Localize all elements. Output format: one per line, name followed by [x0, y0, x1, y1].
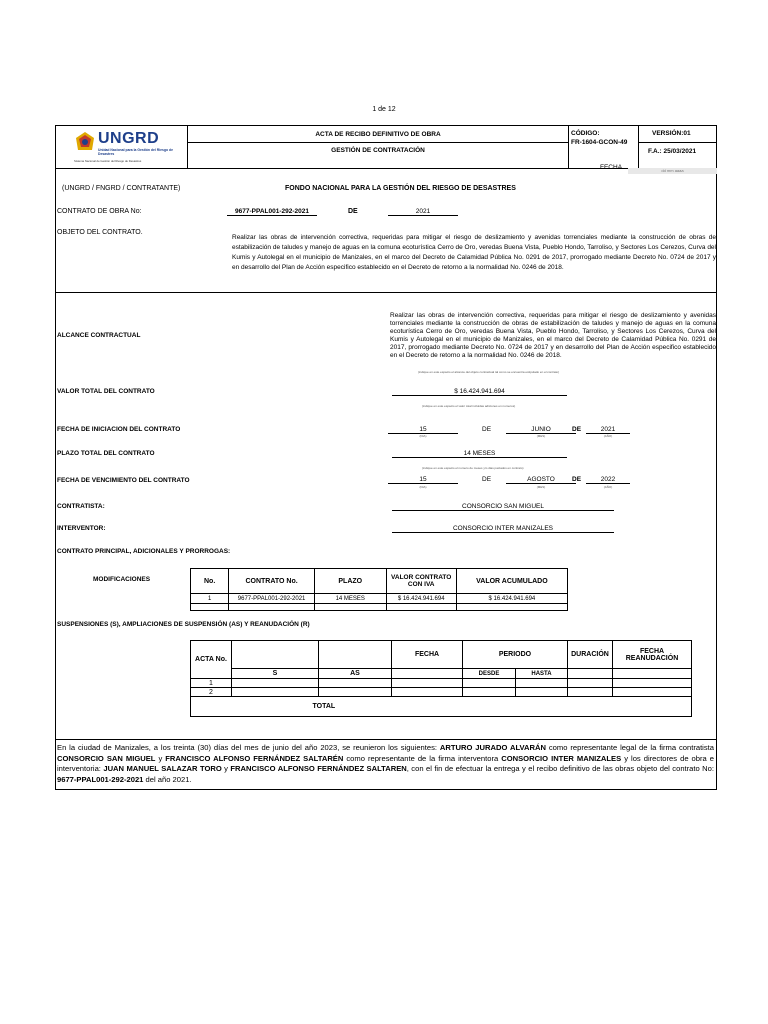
vencimiento-month: AGOSTO — [506, 476, 576, 484]
version: VERSIÓN:01 — [652, 130, 691, 137]
cell-valor: $ 16.424.941.694 — [386, 594, 456, 604]
alcance-label: ALCANCE CONTRACTUAL — [57, 332, 141, 339]
fecha-label: FECHA — [600, 164, 623, 171]
col-no: No. — [191, 569, 229, 594]
col-periodo: PERIODO — [463, 641, 568, 669]
logo-footer: Sistema Nacional de Gestión del Riesgo de Desastres — [74, 159, 142, 163]
table-cell — [386, 604, 456, 611]
alcance-text: Realizar las obras de intervención correctiva, requeridas para mitigar el riesgo de deslizamiento y avenidas torrenciales mediante la construcción de obras de estabilización de taludes y manejo de aguas en la comuna ecoturística Cerro de Oro, veredas Buena Vista, Pueblo Hondo, Tarroliso, y Sectores Los Cerezos, Curva del Kumis y Autolegal en el municipio de Manizales, en el marco del Decreto de Calamidad Pública No. 0291 de 2017, prorrogado mediante Decreto No. 0724 de 2017 y en desarrollo del Plan de Acción especifico establecido en el Decreto de retorno a la normalidad No. 0246 de 2018. — [390, 312, 716, 359]
principal-label: CONTRATO PRINCIPAL, ADICIONALES Y PRORROGAS: — [57, 548, 231, 555]
table-row — [191, 594, 568, 604]
interventor-label: INTERVENTOR: — [57, 525, 106, 532]
inicio-day: 15 — [388, 426, 458, 434]
table-cell — [463, 688, 516, 697]
contratista-label: CONTRATISTA: — [57, 503, 105, 510]
modificaciones-table — [190, 568, 568, 611]
total-label: TOTAL — [312, 703, 336, 710]
ungrd-emblem-icon — [74, 130, 96, 154]
table-cell — [392, 688, 463, 697]
closing-part-bold: JUAN MANUEL SALAZAR TORO — [103, 764, 222, 773]
table-cell — [392, 669, 463, 679]
contract-de: DE — [348, 208, 358, 215]
code-value: FR-1604-GCON-49 — [571, 139, 628, 146]
table-cell — [568, 669, 613, 679]
cell-contrato: 9677-PPAL001-292-2021 — [229, 594, 315, 604]
inicio-day-hint: (DIA) — [419, 434, 427, 438]
cell-acumulado: $ 16.424.941.694 — [456, 594, 567, 604]
section-separator — [55, 292, 717, 293]
col-acta: ACTA No. — [191, 641, 232, 679]
closing-part-bold: CONSORCIO INTER MANIZALES — [501, 753, 622, 763]
closing-part: y — [221, 764, 231, 773]
page-number: 1 de 12 — [372, 106, 396, 113]
table-cell — [232, 679, 319, 688]
modificaciones-label: MODIFICACIONES — [93, 576, 151, 583]
closing-part: y los directores de obra e interventoria: — [57, 753, 714, 773]
inicio-year-hint: (AÑO) — [603, 434, 613, 438]
closing-paragraph — [57, 743, 714, 785]
plazo-label: PLAZO TOTAL DEL CONTRATO — [57, 450, 155, 457]
vencimiento-day-hint: (DIA) — [419, 485, 427, 489]
code-label: CÓDIGO: — [571, 130, 600, 137]
col-duracion: DURACIÓN — [568, 641, 613, 669]
fa-date: F.A.: 25/03/2021 — [648, 148, 697, 155]
table-row — [191, 679, 692, 688]
closing-separator — [55, 739, 717, 740]
col-hasta: HASTA — [516, 669, 568, 679]
closing-part-bold: FRANCISCO ALFONSO FERNÁNDEZ SALTAREN — [230, 764, 407, 773]
fund-name: FONDO NACIONAL PARA LA GESTIÓN DEL RIESGO DE DESASTRES — [285, 185, 516, 192]
header-mid-line — [187, 142, 568, 143]
col-valor: VALOR CONTRATO CON IVA — [386, 569, 456, 594]
table-cell — [613, 669, 692, 679]
plazo-value: 14 MESES — [392, 450, 567, 458]
cell-no: 1 — [191, 594, 229, 604]
col-contrato: CONTRATO No. — [229, 569, 315, 594]
vencimiento-day: 15 — [388, 476, 458, 484]
logo-subtitle: Unidad Nacional para la Gestión del Riesgo de Desastres — [98, 148, 173, 156]
ungrd-logo — [74, 128, 182, 166]
table-header-row — [191, 641, 692, 669]
objeto-label: OBJETO DEL CONTRATO. — [57, 229, 143, 236]
closing-part: del año 2021. — [143, 774, 192, 784]
col-reanudacion: FECHA REANUDACIÓN — [613, 641, 692, 669]
closing-part: y — [155, 753, 166, 763]
col-acumulado: VALOR ACUMULADO — [456, 569, 567, 594]
interventor-value: CONSORCIO INTER MANIZALES — [392, 525, 614, 533]
closing-part: como representante legal de la firma contratista — [545, 743, 714, 752]
inicio-de2: DE — [572, 426, 582, 433]
closing-part: como representante de la firma interventora — [343, 753, 502, 763]
table-cell — [516, 688, 568, 697]
inicio-de1: DE — [482, 426, 492, 433]
table-cell — [568, 679, 613, 688]
table-cell — [456, 604, 567, 611]
closing-part-bold: CONSORCIO SAN MIGUEL — [57, 753, 156, 763]
logo-text: UNGRD — [98, 130, 160, 147]
closing-part-bold: 9677-PPAL001-292-2021 — [57, 774, 144, 784]
vencimiento-label: FECHA DE VENCIMIENTO DEL CONTRATO — [57, 477, 190, 484]
closing-part: , con el fin de efectuar la entrega y el recibo definitivo de las obras objeto del contrato No: — [406, 764, 714, 773]
inicio-month: JUNIO — [506, 426, 576, 434]
plazo-hint: (indique en este espacio el numero de meses y/o dias pactados en contrato) — [422, 466, 524, 470]
table-cell — [516, 679, 568, 688]
valor-label: VALOR TOTAL DEL CONTRATO — [57, 388, 155, 395]
header-divider-3 — [638, 126, 639, 168]
table-cell — [463, 679, 516, 688]
cell-plazo: 14 MESES — [314, 594, 386, 604]
table-row — [191, 604, 568, 611]
closing-part: En la ciudad de Manizales, a los treinta (30) días del mes de junio del año 2023, se reunieron los siguientes: — [57, 743, 440, 752]
closing-part-bold: ARTURO JURADO ALVARÁN — [439, 743, 546, 752]
table-subheader-row — [191, 669, 692, 679]
process-name: GESTIÓN DE CONTRATACIÓN — [331, 147, 425, 154]
table-cell — [191, 604, 229, 611]
header-mid-line-right — [638, 142, 717, 143]
closing-part-bold: FRANCISCO ALFONSO FERNÁNDEZ SALTARÉN — [165, 753, 344, 763]
vencimiento-de1: DE — [482, 476, 492, 483]
alcance-hint: (indique en este espacio el alcance del objeto contractual tal como se encuentra estipulado en el contrato) — [418, 370, 560, 374]
fecha-value: dd mm aaaa — [628, 168, 717, 174]
contratista-value: CONSORCIO SAN MIGUEL — [392, 503, 614, 511]
objeto-text: Realizar las obras de intervención correctiva, requeridas para mitigar el riesgo de deslizamiento y avenidas torrenciales mediante la construcción de obras de estabilización de taludes y manejo de aguas en la comuna ecoturística Cerro de Oro, veredas Buena Vista, Pueblo Hondo, Tarroliso, y Sectores Los Cerezos, Curva del Kumis y Autolegal en el municipio de Manizales, en el marco del Decreto de Calamidad Pública No. 0291 de 2017, prorrogado mediante Decreto No. 0724 de 2017 y en desarrollo del Plan de Acción especifico establecido en el Decreto de retorno a la normalidad No. 0246 de 2018. — [232, 234, 716, 271]
entity-line: (UNGRD / FNGRD / CONTRATANTE) — [62, 185, 181, 192]
row-number: 2 — [191, 688, 232, 697]
suspensiones-label: SUSPENSIONES (S), AMPLIACIONES DE SUSPENSIÓN (AS) Y REANUDACIÓN (R) — [57, 621, 310, 628]
contract-number: 9677-PPAL001-292-2021 — [227, 208, 317, 216]
total-cell — [312, 697, 692, 717]
col-as: AS — [319, 669, 392, 679]
vencimiento-year-hint: (AÑO) — [603, 485, 613, 489]
table-cell — [613, 679, 692, 688]
table-cell — [319, 679, 392, 688]
valor-value: $ 16.424.941.694 — [392, 388, 567, 396]
header-divider-2 — [568, 126, 569, 168]
table-cell — [319, 688, 392, 697]
table-cell — [319, 641, 392, 669]
col-plazo: PLAZO — [314, 569, 386, 594]
suspensiones-table — [190, 640, 692, 717]
vencimiento-de2: DE — [572, 476, 582, 483]
inicio-year: 2021 — [586, 426, 630, 434]
row-number: 1 — [191, 679, 232, 688]
table-row — [191, 688, 692, 697]
table-cell — [229, 604, 315, 611]
col-s: S — [232, 669, 319, 679]
valor-hint: (indique en este espacio el valor total incluidas adiciones en numeros) — [422, 404, 516, 408]
table-cell — [568, 688, 613, 697]
contract-label: CONTRATO DE OBRA No: — [57, 208, 142, 215]
table-cell — [392, 679, 463, 688]
table-cell — [613, 688, 692, 697]
table-total-row — [191, 697, 692, 717]
col-desde: DESDE — [463, 669, 516, 679]
col-fecha: FECHA — [392, 641, 463, 669]
contract-year: 2021 — [388, 208, 458, 216]
vencimiento-year: 2022 — [586, 476, 630, 484]
doc-title: ACTA DE RECIBO DEFINITIVO DE OBRA — [315, 131, 441, 138]
table-cell — [314, 604, 386, 611]
inicio-month-hint: (MES) — [536, 434, 546, 438]
table-header-row — [191, 569, 568, 594]
table-cell — [232, 641, 319, 669]
table-cell — [232, 688, 319, 697]
vencimiento-month-hint: (MES) — [536, 485, 546, 489]
inicio-label: FECHA DE INICIACION DEL CONTRATO — [57, 426, 181, 433]
